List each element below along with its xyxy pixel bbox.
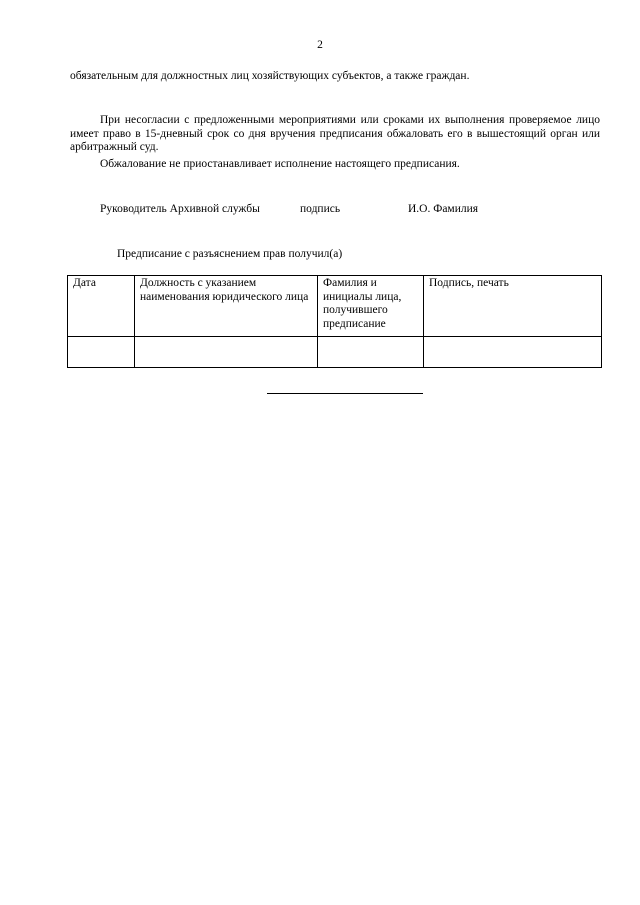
disagreement-paragraph: При несогласии с предложенными мероприятиями или сроками их выполнения проверяемое лицо имеет право в 15-дневный срок со дня вручения предписания обжаловать его в вышестоящий орган или арбитражный суд.: [70, 114, 600, 153]
receipt-table: [67, 275, 602, 368]
signature-placeholder: подпись: [300, 203, 341, 215]
continuation-paragraph: обязательным для должностных лиц хозяйствующих субъектов, а также граждан.: [70, 70, 470, 82]
end-divider: [267, 393, 423, 394]
receipt-label: Предписание с разъяснением прав получил(а): [117, 248, 343, 260]
table-header-row: [68, 276, 602, 337]
header-recipient-name: Фамилия и инициалы лица, получившего предписание: [318, 276, 424, 337]
header-position: Должность с указанием наименования юридического лица: [135, 276, 318, 337]
page-number: 2: [317, 39, 323, 51]
cell-position: [135, 337, 318, 368]
table-row: [68, 337, 602, 368]
cell-signature-seal: [424, 337, 602, 368]
header-date: Дата: [68, 276, 135, 337]
appeal-paragraph: Обжалование не приостанавливает исполнение настоящего предписания.: [100, 158, 460, 170]
cell-recipient-name: [318, 337, 424, 368]
signatory-title: Руководитель Архивной службы: [100, 203, 260, 215]
header-signature-seal: Подпись, печать: [424, 276, 602, 337]
cell-date: [68, 337, 135, 368]
signature-block: [100, 203, 600, 217]
signatory-name: И.О. Фамилия: [408, 203, 479, 215]
